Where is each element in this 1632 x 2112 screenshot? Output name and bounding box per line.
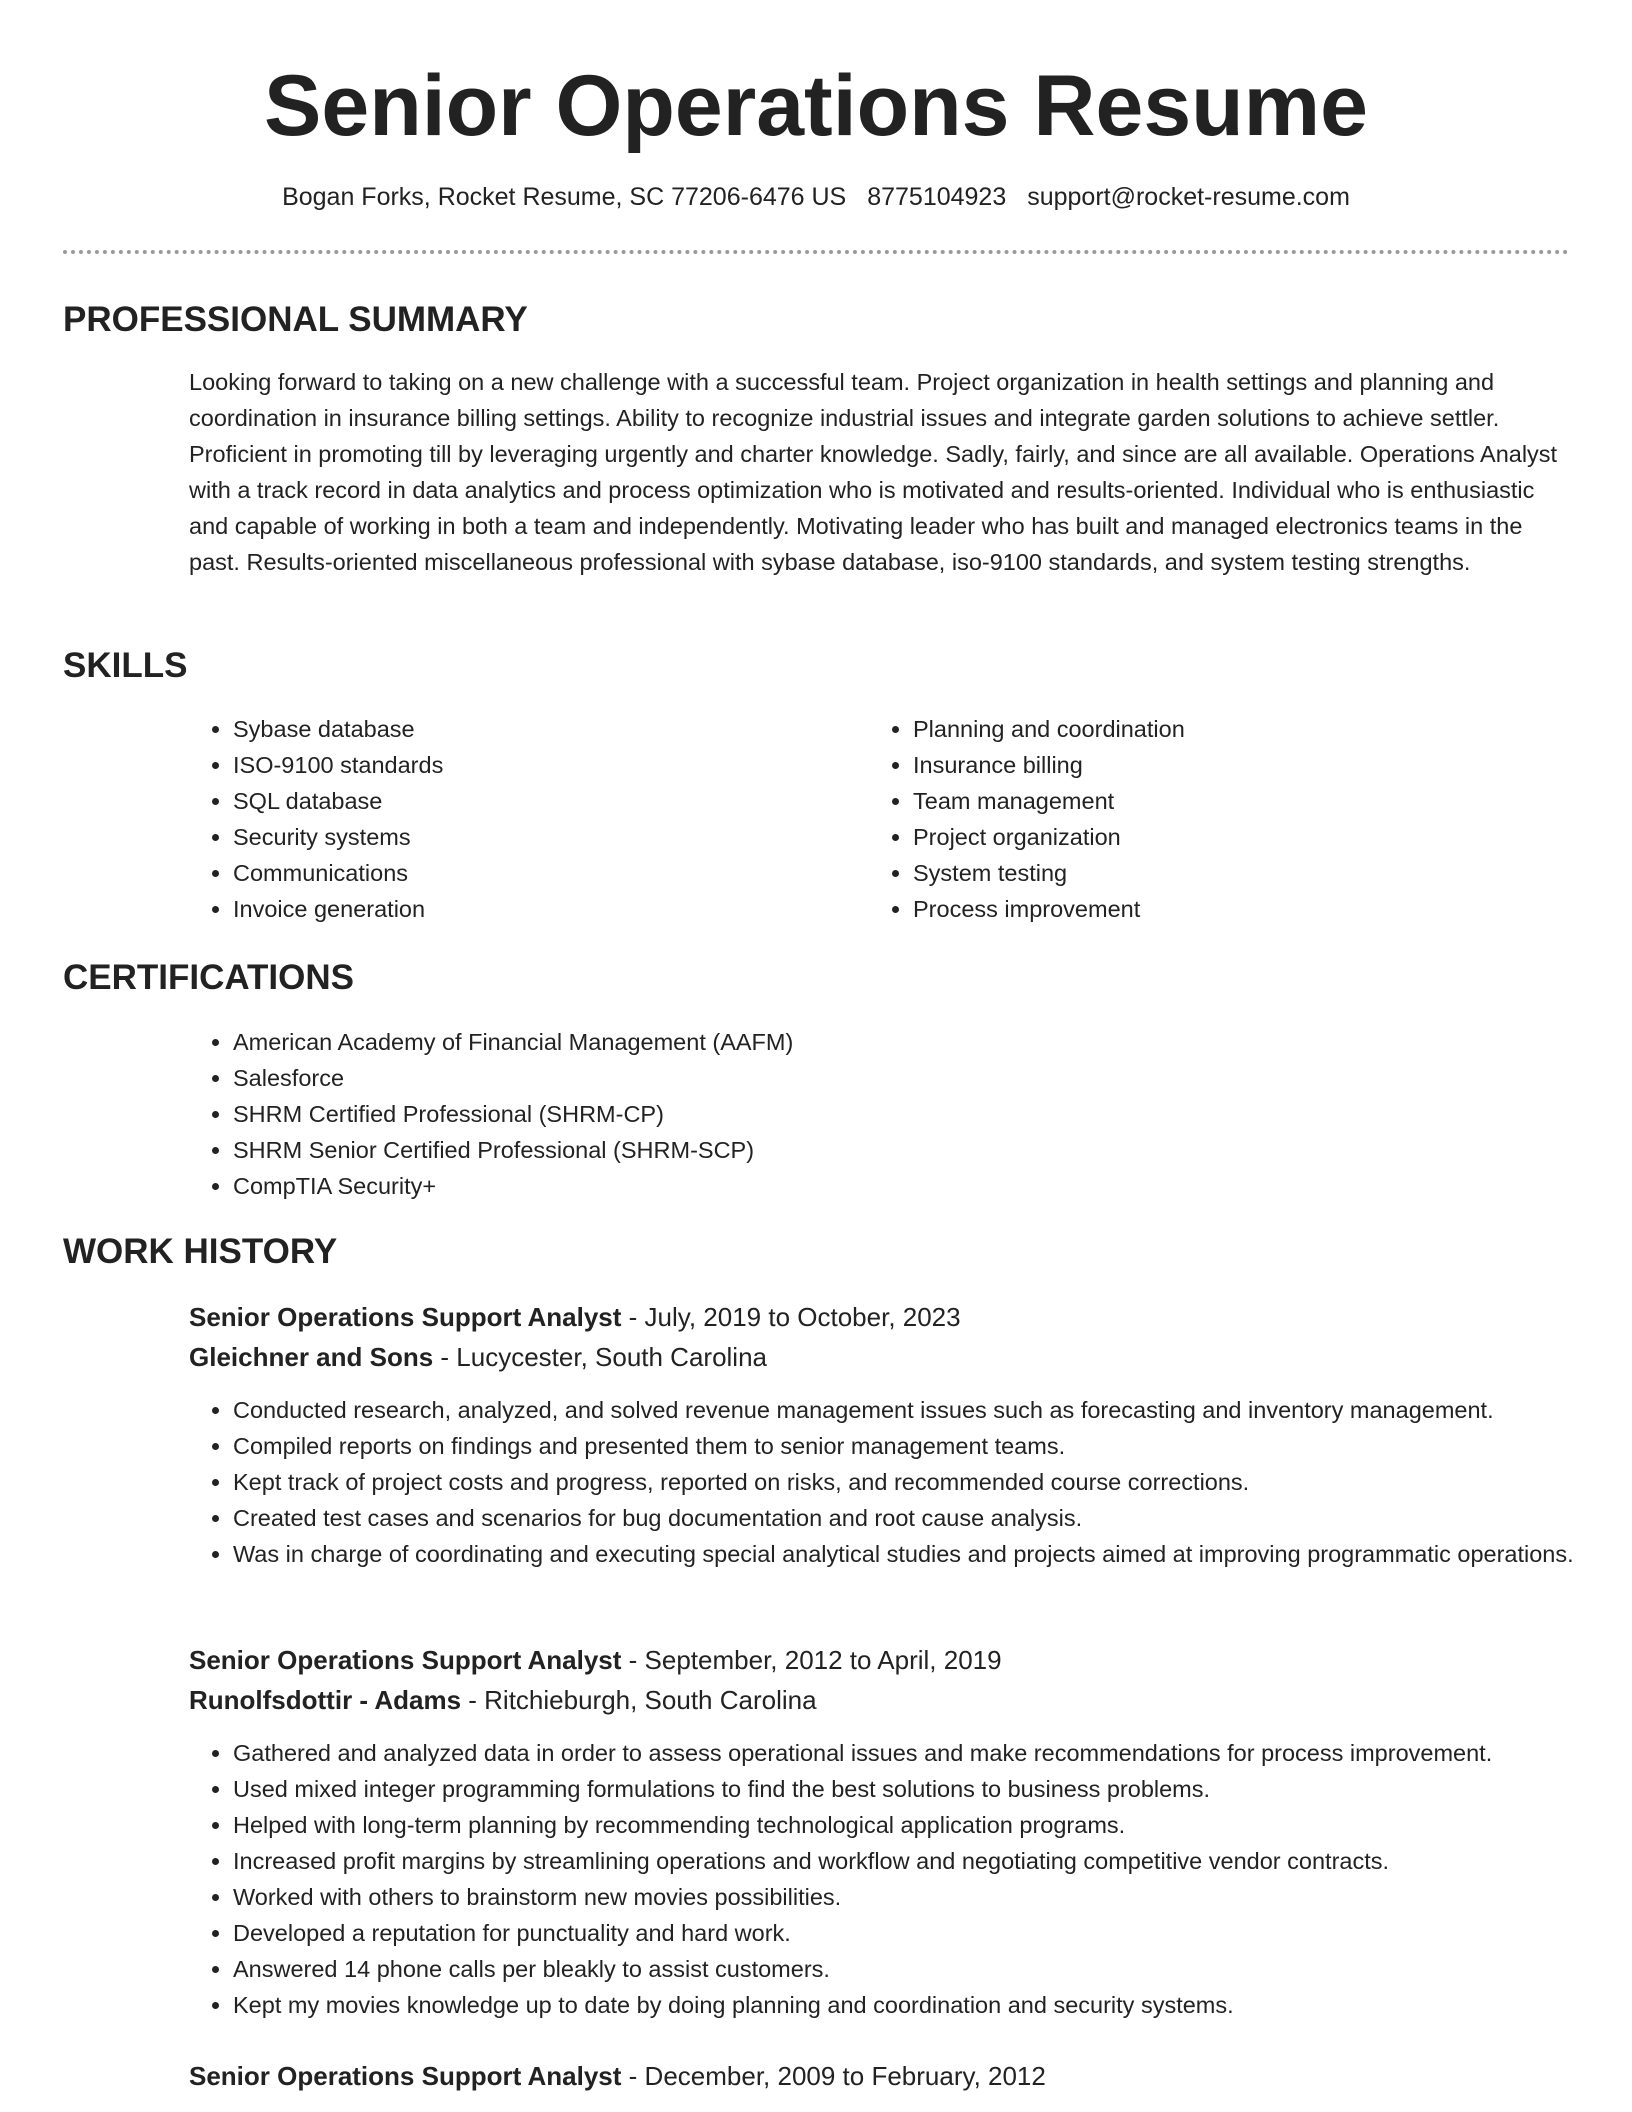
skill-item: • ISO-9100 standards [233, 747, 853, 783]
job-dates: - December, 2009 to February, 2012 [621, 2061, 1046, 2091]
job-bullet: • Kept my movies knowledge up to date by doing planning and coordination and security systems. [233, 1987, 1623, 2023]
contact-phone: 8775104923 [867, 183, 1007, 211]
section-title-summary: PROFESSIONAL SUMMARY [63, 300, 528, 339]
job-company-line [189, 1339, 767, 1375]
skill-item: • System testing [913, 855, 1533, 891]
certification-item: • American Academy of Financial Management (AAFM) [233, 1024, 1613, 1060]
certification-item: • SHRM Senior Certified Professional (SHRM-SCP) [233, 1132, 1613, 1168]
job-bullet: • Developed a reputation for punctuality and hard work. [233, 1915, 1623, 1951]
job-bullet: • Conducted research, analyzed, and solved revenue management issues such as forecasting and inventory management. [233, 1392, 1623, 1428]
job-bullet: • Answered 14 phone calls per bleakly to assist customers. [233, 1951, 1623, 1987]
job-bullet: • Helped with long-term planning by recommending technological application programs. [233, 1807, 1623, 1843]
skill-item: • Communications [233, 855, 853, 891]
job-bullets [189, 1735, 1623, 2023]
contact-email: support@rocket-resume.com [1027, 183, 1350, 211]
job-title: Senior Operations Support Analyst [189, 1302, 622, 1332]
job-title-line [189, 2058, 1046, 2094]
certifications-list [189, 1024, 1613, 1204]
job-company-line [189, 1682, 817, 1718]
certification-item: • Salesforce [233, 1060, 1613, 1096]
job-dates: - July, 2019 to October, 2023 [621, 1302, 961, 1332]
job-title: Senior Operations Support Analyst [189, 1645, 622, 1675]
skill-item: • Invoice generation [233, 891, 853, 927]
skills-list-right [869, 711, 1533, 927]
job-bullet: • Kept track of project costs and progress, reported on risks, and recommended course corrections. [233, 1464, 1623, 1500]
job-bullets [189, 1392, 1623, 1572]
job-bullet: • Worked with others to brainstorm new movies possibilities. [233, 1879, 1623, 1915]
skill-item: • Team management [913, 783, 1533, 819]
job-bullet: • Was in charge of coordinating and executing special analytical studies and projects aimed at improving programmatic operations. [233, 1536, 1623, 1572]
section-title-certifications: CERTIFICATIONS [63, 958, 355, 997]
contact-address: Bogan Forks, Rocket Resume, SC 77206-6476 US [282, 183, 847, 211]
skill-item: • Sybase database [233, 711, 853, 747]
certification-item: • CompTIA Security+ [233, 1168, 1613, 1204]
job-bullet: • Gathered and analyzed data in order to assess operational issues and make recommendations for process improvement. [233, 1735, 1623, 1771]
job-bullet: • Increased profit margins by streamlining operations and workflow and negotiating competitive vendor contracts. [233, 1843, 1623, 1879]
job-bullet: • Compiled reports on findings and presented them to senior management teams. [233, 1428, 1623, 1464]
skills-list-left [189, 711, 853, 927]
contact-line [0, 180, 1632, 214]
job-bullet: • Used mixed integer programming formulations to find the best solutions to business problems. [233, 1771, 1623, 1807]
header-divider [63, 250, 1569, 254]
job-company: Runolfsdottir - Adams [189, 1685, 462, 1715]
job-location: - Ritchieburgh, South Carolina [461, 1685, 817, 1715]
skill-item: • Planning and coordination [913, 711, 1533, 747]
job-company: Gleichner and Sons [189, 1342, 434, 1372]
job-title-line [189, 1642, 1002, 1678]
skill-item: • Insurance billing [913, 747, 1533, 783]
section-title-work-history: WORK HISTORY [63, 1232, 338, 1271]
job-location: - Lucycester, South Carolina [433, 1342, 768, 1372]
job-title-line [189, 1299, 961, 1335]
skill-item: • Process improvement [913, 891, 1533, 927]
section-title-skills: SKILLS [63, 646, 188, 685]
summary-text: Looking forward to taking on a new challenge with a successful team. Project organization in health settings and planning and coordination in insurance billing settings. Ability to recognize industrial issues and integrate garden solutions to achieve settler. Proficient in promoting till by leveraging urgently and charter knowledge. Sadly, fairly, and since are all available. Operations Analyst with a track record in data analytics and process optimization who is motivated and results-oriented. Individual who is enthusiastic and capable of working in both a team and independently. Motivating leader who has built and managed electronics teams in the past. Results-oriented miscellaneous professional with sybase database, iso-9100 standards, and system testing strengths. [189, 369, 1558, 575]
skill-item: • Security systems [233, 819, 853, 855]
job-title: Senior Operations Support Analyst [189, 2061, 622, 2091]
skill-item: • SQL database [233, 783, 853, 819]
certification-item: • SHRM Certified Professional (SHRM-CP) [233, 1096, 1613, 1132]
resume-title: Senior Operations Resume [264, 58, 1368, 154]
skill-item: • Project organization [913, 819, 1533, 855]
job-dates: - September, 2012 to April, 2019 [621, 1645, 1002, 1675]
job-bullet: • Created test cases and scenarios for bug documentation and root cause analysis. [233, 1500, 1623, 1536]
